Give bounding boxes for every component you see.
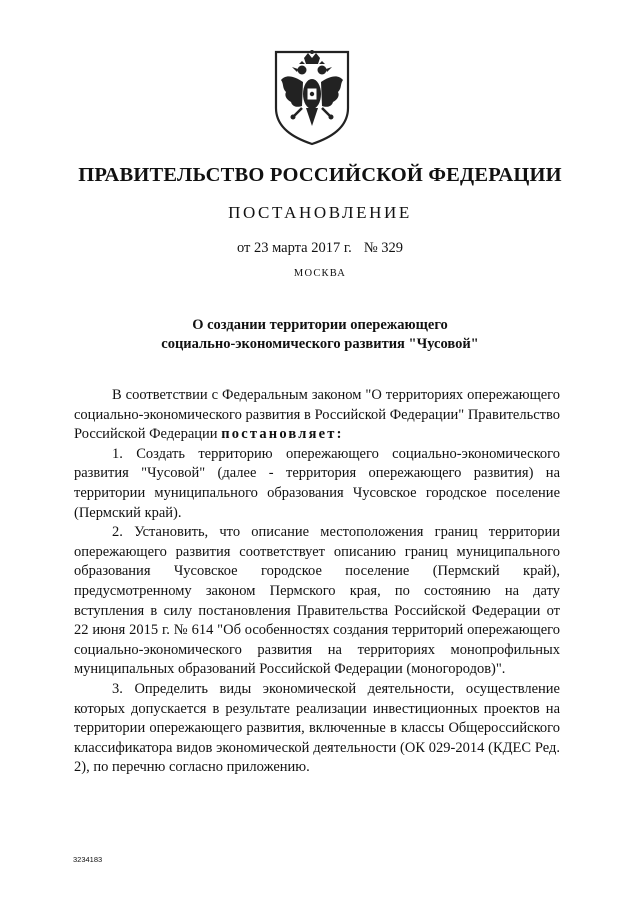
- intro-action: постановляет:: [221, 426, 344, 443]
- organization-name: ПРАВИТЕЛЬСТВО РОССИЙСКОЙ ФЕДЕРАЦИИ: [78, 164, 562, 186]
- document-title: [0, 316, 640, 354]
- intro-text: В соответствии с Федеральным законом "О территориях опережающего социально-экономического развития в Российской Федерации" Правительство Российской Федерации: [74, 387, 560, 443]
- paragraph-1: 1. Создать территорию опережающего социально-экономического развития "Чусовой" (далее - территория опережающего развития) на территории муниципального образования Чусовское городское поселение (Пермский край).: [74, 445, 560, 521]
- russian-coat-of-arms-icon: [272, 48, 352, 146]
- document-date: от 23 марта 2017 г.: [236, 240, 352, 256]
- intro-paragraph: [74, 386, 560, 445]
- document-number: № 329: [363, 240, 404, 256]
- paragraph-2: 2. Установить, что описание местоположения границ территории опережающего развития соответствует описанию границ муниципального образования Чусовское городское поселение (Пермский край), предусмотренному законом Пермского края, по состоянию на дату вступления в силу постановления Правительства Российской Федерации от 22 июня 2015 г. № 614 "Об особенностях создания территорий опережающего социально-экономического развития на территориях монопрофильных муниципальных образований Российской Федерации (моногородов)".: [74, 524, 560, 678]
- title-line-1: О создании территории опережающего: [192, 317, 448, 333]
- paragraph-3: 3. Определить виды экономической деятельности, осуществление которых допускается в результате реализации инвестиционных проектов на территории опережающего развития, включенные в классы Общероссийского классификатора видов экономической деятельности (ОК 029-2014 (КДЕС Ред. 2), по перечню согласно приложению.: [74, 680, 560, 776]
- document-type: ПОСТАНОВЛЕНИЕ: [228, 203, 412, 222]
- footer-code: 3234183: [73, 855, 103, 864]
- date-line: [0, 240, 640, 257]
- document-body: [74, 386, 560, 778]
- title-line-2: социально-экономического развития "Чусовой": [161, 336, 479, 352]
- city-name: МОСКВА: [293, 268, 347, 279]
